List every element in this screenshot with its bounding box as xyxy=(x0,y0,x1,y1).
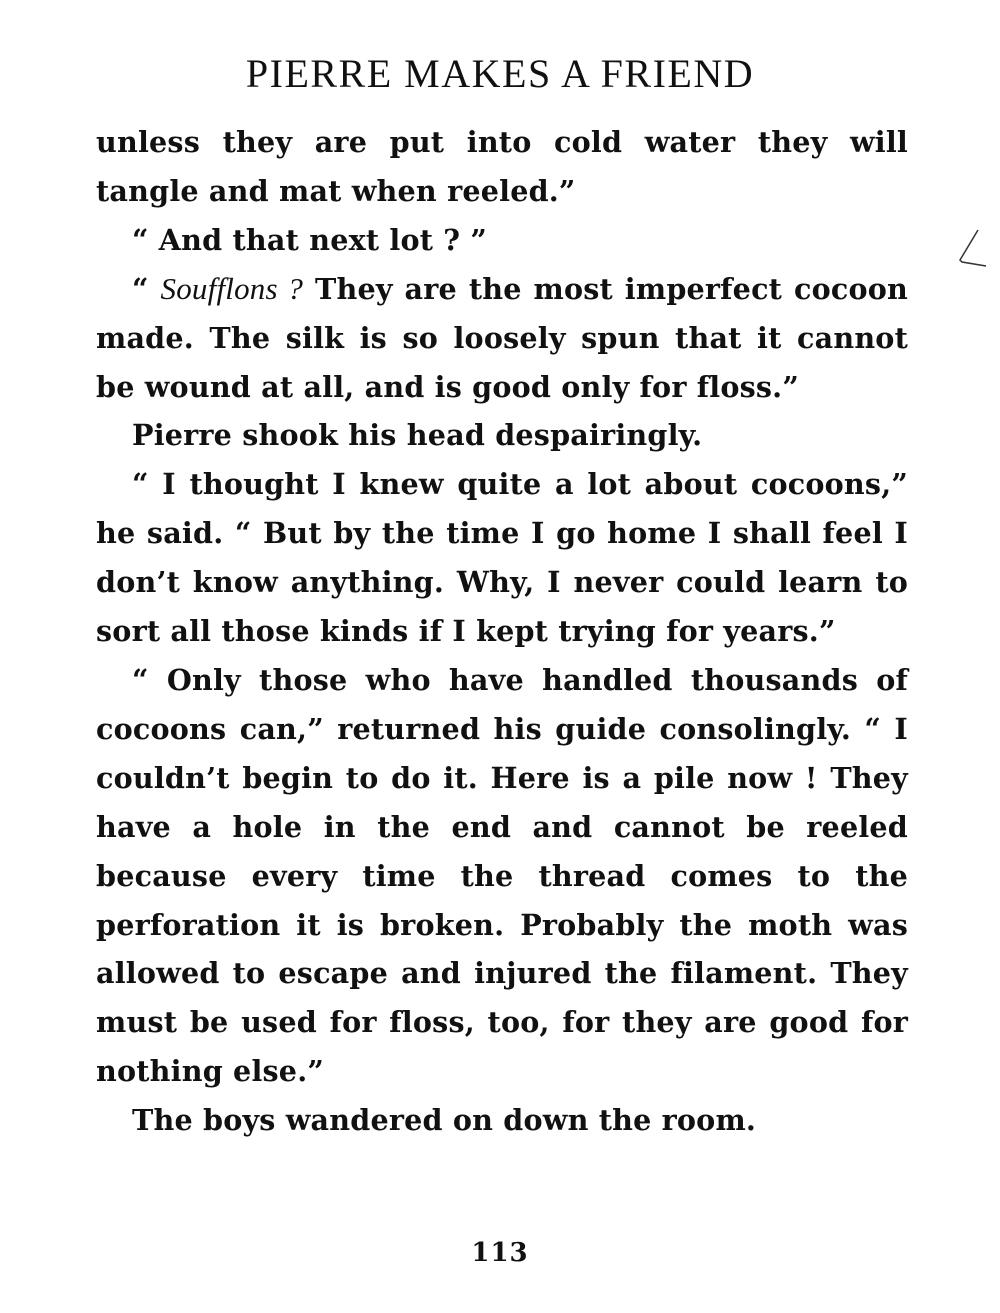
paragraph-1: unless they are put into cold water they will tangle and mat when reeled.” xyxy=(96,125,908,208)
margin-pencil-mark xyxy=(952,228,992,272)
paragraph-3 xyxy=(96,265,908,412)
paragraph-3-text: They are the most imperfect cocoon made. The silk is so loosely spun that it cannot be wound at all, and is good only for floss.” xyxy=(96,271,908,404)
running-header: PIERRE MAKES A FRIEND xyxy=(245,51,755,96)
paragraph-3-lead: “ xyxy=(132,271,161,306)
paragraph-5: “ I thought I knew quite a lot about cocoons,” he said. “ But by the time I go home I shall feel I don’t know anything. Why, I never could learn to sort all those kinds if I kept trying for years.” xyxy=(96,467,908,649)
paragraph-6: “ Only those who have handled thousands of cocoons can,” returned his guide consolingly. “ I couldn’t begin to do it. Here is a pile now ! They have a hole in the end and cannot be reeled because every time the thread comes to the perforation it is broken. Probably the moth was allowed to escape and injured the filament. They must be used for floss, too, for they are good for nothing else.” xyxy=(96,662,908,1089)
paragraph-2: “ And that next lot ? ” xyxy=(132,222,488,257)
paragraph-7: The boys wandered on down the room. xyxy=(132,1103,757,1138)
body-text xyxy=(96,118,908,1145)
paragraph-4: Pierre shook his head despairingly. xyxy=(132,418,703,453)
paragraph-3-italic: Soufflons ? xyxy=(160,270,304,306)
page-number: 113 xyxy=(471,1238,529,1268)
